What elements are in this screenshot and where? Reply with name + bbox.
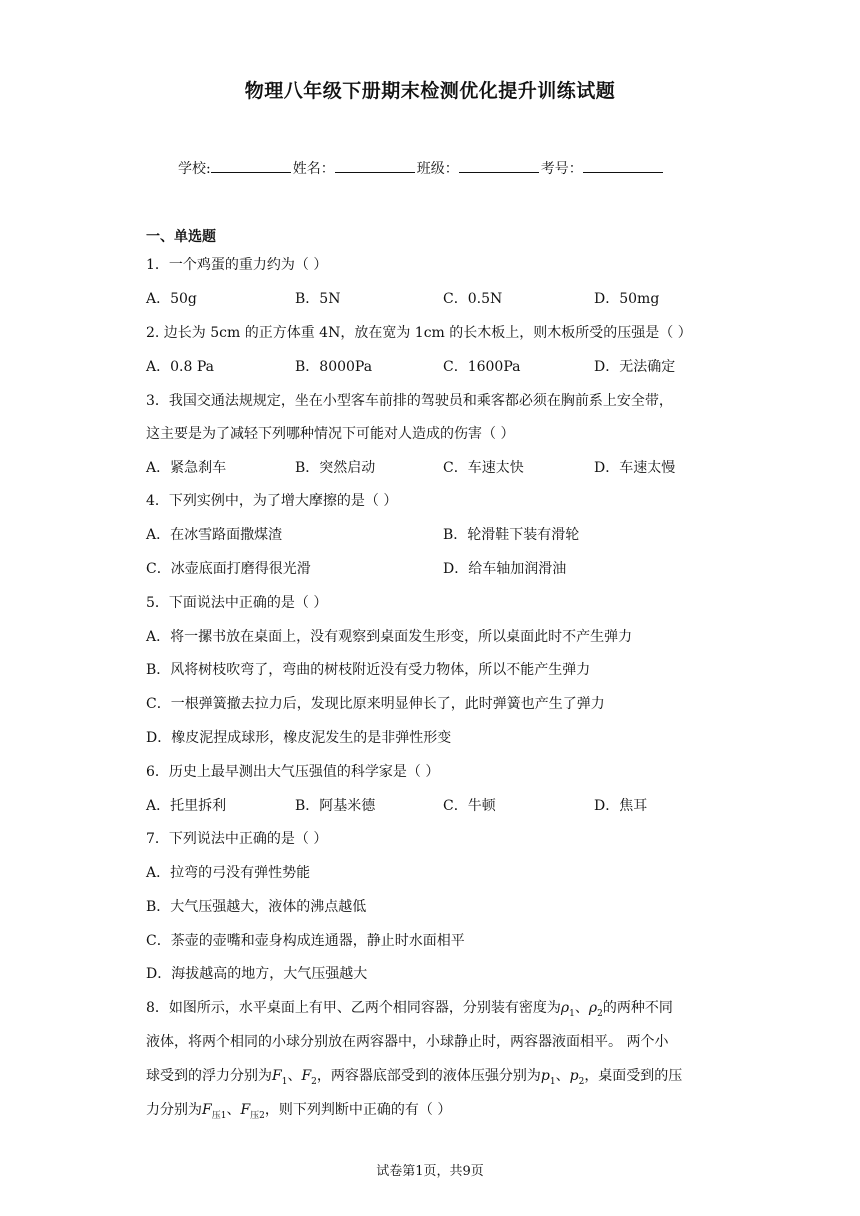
name-blank (335, 160, 415, 173)
question-6-stem: 6．历史上最早测出大气压强值的科学家是（ ） (146, 764, 440, 780)
section-heading: 一、单选题 (146, 229, 216, 245)
question-8-stem-line-1: 8．如图所示，水平桌面上有甲、乙两个相同容器，分别装有密度为$\rho_1$、$\rho_2$的两种不同 (146, 1000, 673, 1019)
school-blank (211, 160, 291, 173)
question-1-option-c: C．0.5N (443, 291, 503, 307)
page-title: 物理八年级下册期末检测优化提升训练试题 (244, 80, 616, 102)
question-3-option-a: A．紧急刹车 (146, 460, 227, 476)
question-2-stem: 2. 边长为 5cm 的正方体重 4N，放在宽为 1cm 的长木板上，则木板所受的压强是（ ） (146, 325, 692, 341)
question-1-option-a: A．50g (146, 291, 197, 307)
question-2-option-a: A．0.8 Pa (146, 359, 214, 375)
student-info-row (178, 158, 665, 178)
question-7-option-c: C．茶壶的壶嘴和壶身构成连通器，静止时水面相平 (146, 933, 465, 949)
name-label: 姓名： (292, 161, 335, 177)
question-5-stem: 5．下面说法中正确的是（ ） (146, 595, 328, 611)
question-7-option-d: D．海拔越高的地方，大气压强越大 (146, 966, 368, 982)
rho-symbol: ρ (560, 1000, 570, 1016)
question-7-stem: 7．下列说法中正确的是（ ） (146, 831, 328, 847)
question-7-option-a: A．拉弯的弓没有弹性势能 (146, 865, 311, 881)
question-4-option-a: A．在冰雪路面撒煤渣 (146, 527, 283, 543)
question-3-stem-line-2: 这主要是为了减轻下列哪种情况下可能对人造成的伤害（ ） (146, 426, 515, 442)
question-3-option-b: B．突然启动 (295, 460, 376, 476)
question-4-stem: 4．下列实例中，为了增大摩擦的是（ ） (146, 493, 398, 509)
question-1-option-d: D．50mg (594, 291, 660, 307)
question-3-option-d: D．车速太慢 (594, 460, 676, 476)
question-2-option-d: D．无法确定 (594, 359, 676, 375)
exam-number-label: 考号： (540, 161, 583, 177)
question-8-stem-line-4: 力分别为$F_{压1}$、$F_{压2}$，则下列判断中正确的有（ ） (146, 1102, 452, 1121)
question-2-option-b: B．8000Pa (295, 359, 373, 375)
class-blank (459, 160, 539, 173)
question-1-option-b: B．5N (295, 291, 341, 307)
school-label: 学校: (178, 161, 211, 177)
question-6-option-b: B．阿基米德 (295, 798, 376, 814)
question-5-option-b: B．风将树枝吹弯了，弯曲的树枝附近没有受力物体，所以不能产生弹力 (146, 662, 591, 678)
question-3-stem-line-1: 3．我国交通法规规定，坐在小型客车前排的驾驶员和乘客都必须在胸前系上安全带， (146, 393, 673, 409)
page-footer: 试卷第1页，共9页 (376, 1164, 484, 1179)
question-4-option-b: B．轮滑鞋下装有滑轮 (443, 527, 580, 543)
question-5-option-d: D．橡皮泥捏成球形，橡皮泥发生的是非弹性形变 (146, 730, 452, 746)
class-label: 班级： (416, 161, 459, 177)
question-4-option-d: D．给车轴加润滑油 (443, 561, 567, 577)
question-3-option-c: C．车速太快 (443, 460, 524, 476)
question-6-option-d: D．焦耳 (594, 798, 648, 814)
question-1-stem: 1．一个鸡蛋的重力约为（ ） (146, 257, 328, 273)
exam-number-blank (583, 160, 663, 173)
question-8-stem-line-2: 液体，将两个相同的小球分别放在两容器中，小球静止时，两容器液面相平。 两个小 (146, 1034, 669, 1050)
question-5-option-a: A．将一摞书放在桌面上，没有观察到桌面发生形变，所以桌面此时不产生弹力 (146, 629, 633, 645)
question-7-option-b: B．大气压强越大，液体的沸点越低 (146, 899, 367, 915)
question-4-option-c: C．冰壶底面打磨得很光滑 (146, 561, 311, 577)
question-6-option-c: C．牛顿 (443, 798, 496, 814)
question-8-stem-line-3: 球受到的浮力分别为$F_1$、$F_2$，两容器底部受到的液体压强分别为$p_1$、$p_2$，桌面受到的压 (146, 1068, 683, 1087)
question-5-option-c: C．一根弹簧撤去拉力后，发现比原来明显伸长了，此时弹簧也产生了弹力 (146, 696, 605, 712)
question-6-option-a: A．托里拆利 (146, 798, 227, 814)
question-2-option-c: C．1600Pa (443, 359, 521, 375)
